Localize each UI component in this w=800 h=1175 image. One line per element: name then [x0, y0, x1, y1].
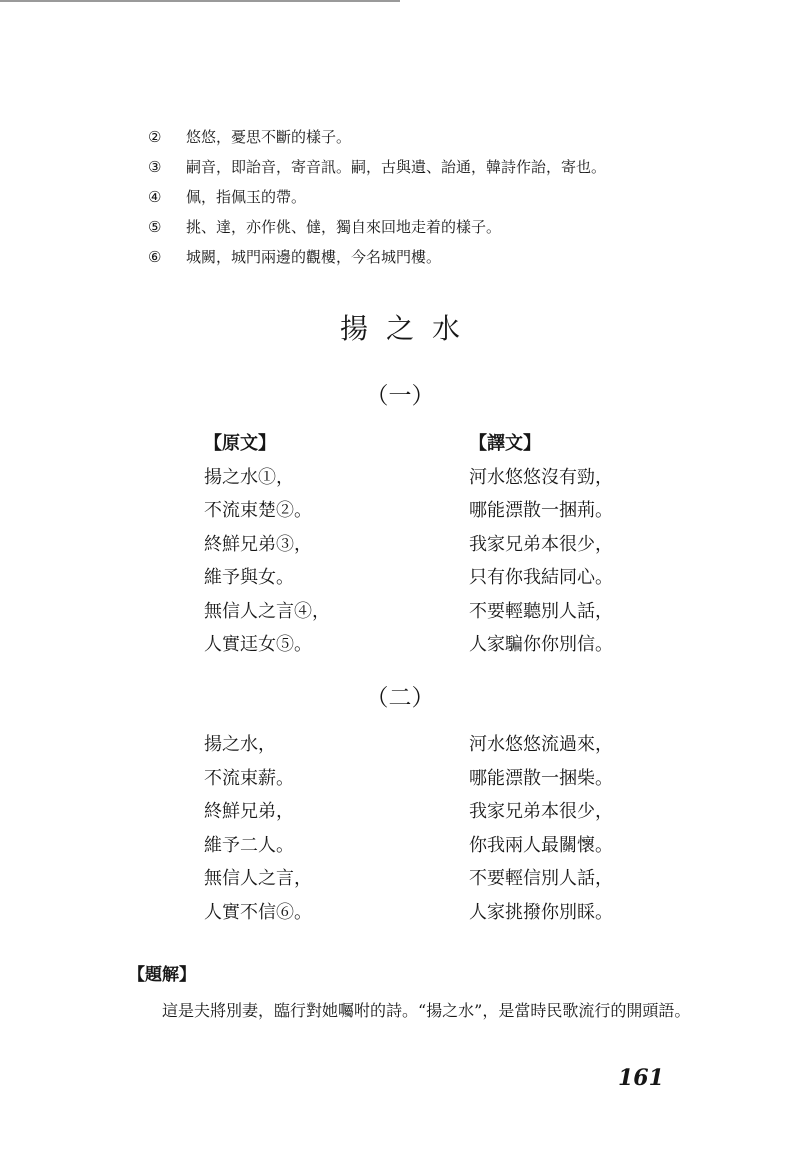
poem-line: 維予與女。 — [204, 567, 294, 588]
poem-line: 終鮮兄弟③， — [204, 533, 312, 555]
footnote-text: 悠悠，憂思不斷的樣子。 — [186, 128, 352, 146]
translation-line: 哪能漂散一捆柴。 — [469, 767, 613, 789]
page-number: 161 — [618, 1065, 664, 1091]
poem-line: 無信人之言， — [204, 868, 312, 889]
footnote-text: 城闕，城門兩邊的觀樓，今名城門樓。 — [186, 248, 442, 266]
footnote-number: ③ — [148, 158, 162, 176]
poem-line: 人實不信⑥。 — [204, 901, 312, 923]
translation-column-2 — [469, 728, 613, 929]
footnote — [148, 152, 708, 182]
translation-line: 河水悠悠流過來， — [469, 734, 613, 755]
part-heading-1: （一） — [365, 383, 435, 409]
translation-line: 人家騙你你別信。 — [469, 634, 613, 655]
translation-line: 哪能漂散一捆荊。 — [469, 500, 613, 521]
top-rule — [0, 0, 400, 2]
explanation-text: 這是夫將別妻，臨行對她囑咐的詩。“揚之水”，是當時民歌流行的開頭語。 — [162, 1001, 691, 1020]
translation-line: 我家兄弟本很少， — [469, 801, 613, 822]
translation-header: 【譯文】 — [469, 433, 541, 454]
poem-line: 終鮮兄弟， — [204, 801, 294, 822]
part-heading-2: （二） — [365, 685, 435, 711]
translation-line: 只有你我結同心。 — [469, 567, 613, 588]
poem-line: 人實迋女⑤。 — [204, 634, 312, 655]
footnote-number: ⑥ — [148, 248, 162, 266]
footnote — [148, 182, 708, 212]
poem-line: 無信人之言④， — [204, 600, 330, 622]
poem-title: 揚之水 — [339, 312, 478, 345]
poem-line: 維予二人。 — [204, 834, 294, 856]
footnote-text: 佩，指佩玉的帶。 — [186, 188, 307, 206]
original-text-column-2 — [204, 728, 312, 929]
translation-column-1 — [469, 427, 613, 662]
poem-line: 揚之水， — [204, 734, 276, 755]
footnote-number: ② — [148, 128, 162, 146]
poem-line: 不流束楚②。 — [204, 500, 312, 521]
translation-line: 你我兩人最關懷。 — [469, 834, 613, 856]
footnote-text: 嗣音，即詒音，寄音訊。嗣，古與遺、詒通，韓詩作詒，寄也。 — [186, 158, 607, 176]
footnote — [148, 212, 708, 242]
footnote — [148, 242, 708, 272]
poem-line: 不流束薪。 — [204, 767, 294, 789]
explanation-label: 【題解】 — [128, 965, 196, 985]
footnote-number: ④ — [148, 188, 162, 206]
original-text-header: 【原文】 — [204, 433, 276, 454]
translation-line: 人家挑撥你別睬。 — [469, 901, 613, 923]
translation-line: 我家兄弟本很少， — [469, 533, 613, 555]
footnote — [148, 122, 708, 152]
footnote-text: 挑、達，亦作佻、㒓，獨自來回地走着的樣子。 — [186, 218, 502, 236]
original-text-column-1 — [204, 427, 330, 662]
translation-line: 河水悠悠沒有勁， — [469, 466, 613, 488]
translation-line: 不要輕信別人話， — [469, 868, 613, 889]
translation-line: 不要輕聽別人話， — [469, 600, 613, 622]
poem-line: 揚之水①， — [204, 466, 294, 488]
footnotes — [148, 122, 708, 272]
footnote-number: ⑤ — [148, 218, 162, 236]
